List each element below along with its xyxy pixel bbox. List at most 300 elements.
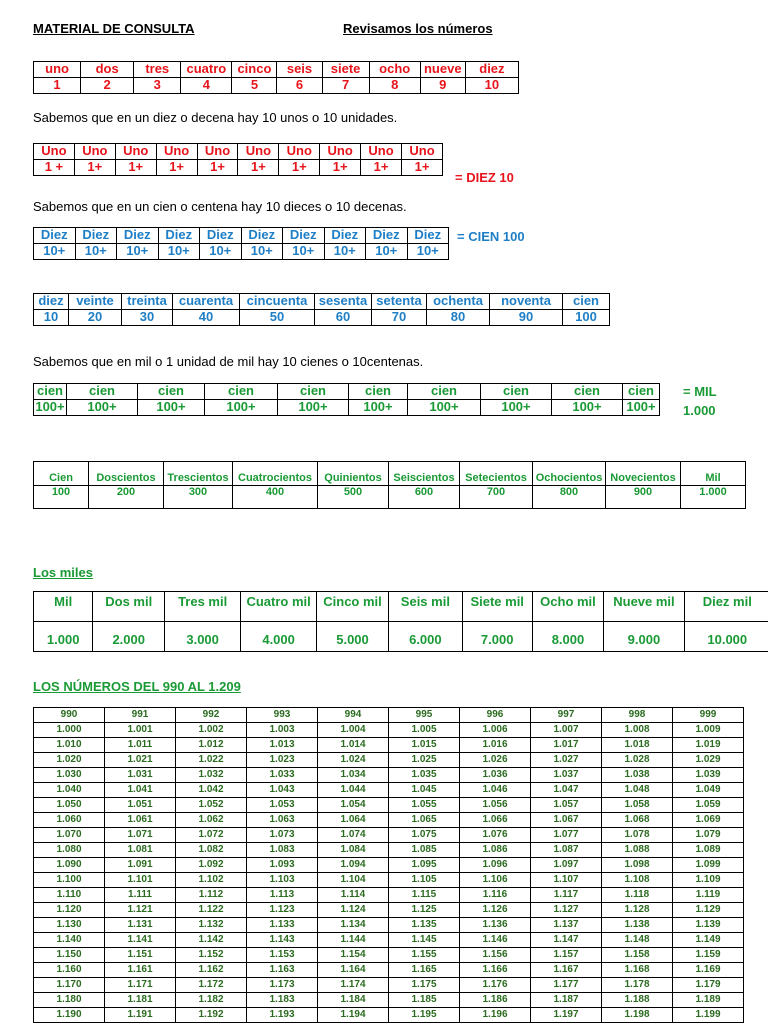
mil-word: Siete mil (462, 592, 532, 622)
mil-word: Cuatro mil (241, 592, 317, 622)
uno-word: Uno (279, 144, 320, 160)
range-row (34, 903, 744, 918)
range-cell: 1.070 (34, 828, 105, 843)
mil-number: 2.000 (93, 622, 165, 652)
range-cell: 1.165 (389, 963, 460, 978)
range-cell: 1.186 (460, 993, 531, 1008)
range-cell: 1.073 (247, 828, 318, 843)
range-row (34, 828, 744, 843)
range-cell: 1.157 (531, 948, 602, 963)
range-row (34, 708, 744, 723)
range-row (34, 978, 744, 993)
range-cell: 1.012 (176, 738, 247, 753)
cien-word: cien (349, 384, 408, 400)
range-cell: 997 (531, 708, 602, 723)
range-cell: 1.193 (247, 1008, 318, 1023)
diez-word: Diez (324, 228, 366, 244)
doc-subtitle: Revisamos los números (343, 21, 493, 36)
range-cell: 1.107 (531, 873, 602, 888)
range-row (34, 948, 744, 963)
cien-word: cien (34, 384, 67, 400)
uno-word: Uno (361, 144, 402, 160)
range-cell: 1.181 (105, 993, 176, 1008)
range-cell: 1.180 (34, 993, 105, 1008)
range-cell: 1.011 (105, 738, 176, 753)
mil-number: 10.000 (684, 622, 768, 652)
cien-value: 100+ (623, 399, 660, 415)
cien-word: cien (623, 384, 660, 400)
range-cell: 1.088 (602, 843, 673, 858)
diez-value: 10+ (366, 243, 408, 259)
range-cell: 1.144 (318, 933, 389, 948)
ten-number: 90 (490, 309, 563, 325)
range-cell: 1.179 (673, 978, 744, 993)
hundred-word: Cuatrocientos (233, 462, 318, 486)
range-cell: 1.106 (460, 873, 531, 888)
mil-number: 3.000 (165, 622, 241, 652)
ten-word: setenta (372, 294, 427, 310)
diez-word: Diez (407, 228, 449, 244)
range-cell: 1.183 (247, 993, 318, 1008)
range-cell: 1.121 (105, 903, 176, 918)
range-cell: 1.059 (673, 798, 744, 813)
range-cell: 1.036 (460, 768, 531, 783)
range-cell: 1.129 (673, 903, 744, 918)
range-cell: 1.087 (531, 843, 602, 858)
range-cell: 1.101 (105, 873, 176, 888)
paragraph-centena: Sabemos que en un cien o centena hay 10 dieces o 10 decenas. (33, 199, 407, 214)
uno-word: Uno (197, 144, 238, 160)
hundred-number: 1.000 (681, 485, 746, 509)
range-cell: 1.095 (389, 858, 460, 873)
range-cell: 996 (460, 708, 531, 723)
cien-result: = CIEN 100 (457, 229, 525, 244)
range-cell: 1.090 (34, 858, 105, 873)
mil-word: Seis mil (388, 592, 462, 622)
range-cell: 1.139 (673, 918, 744, 933)
uno-value: 1 + (34, 159, 75, 175)
range-cell: 1.136 (460, 918, 531, 933)
range-cell: 1.155 (389, 948, 460, 963)
range-cell: 998 (602, 708, 673, 723)
range-cell: 1.154 (318, 948, 389, 963)
range-cell: 1.083 (247, 843, 318, 858)
range-cell: 1.065 (389, 813, 460, 828)
range-cell: 1.014 (318, 738, 389, 753)
unit-number: 3 (134, 77, 181, 93)
range-cell: 1.038 (602, 768, 673, 783)
mil-word: Mil (34, 592, 93, 622)
range-cell: 1.056 (460, 798, 531, 813)
range-row (34, 993, 744, 1008)
diez-value: 10+ (283, 243, 325, 259)
range-cell: 1.089 (673, 843, 744, 858)
range-cell: 1.037 (531, 768, 602, 783)
diez-word: Diez (117, 228, 159, 244)
diez-value: 10+ (200, 243, 242, 259)
range-cell: 1.025 (389, 753, 460, 768)
range-cell: 991 (105, 708, 176, 723)
range-cell: 1.188 (602, 993, 673, 1008)
range-cell: 1.031 (105, 768, 176, 783)
range-cell: 1.152 (176, 948, 247, 963)
hundred-word: Quinientos (318, 462, 389, 486)
hundred-word: Ochocientos (533, 462, 606, 486)
range-cell: 1.055 (389, 798, 460, 813)
unit-number: 6 (277, 77, 322, 93)
uno-value: 1+ (402, 159, 443, 175)
range-cell: 1.072 (176, 828, 247, 843)
range-row (34, 768, 744, 783)
unit-word: seis (277, 62, 322, 78)
range-cell: 1.010 (34, 738, 105, 753)
uno-value: 1+ (115, 159, 156, 175)
range-cell: 1.108 (602, 873, 673, 888)
range-cell: 1.062 (176, 813, 247, 828)
diez-value: 10+ (117, 243, 159, 259)
hundred-number: 400 (233, 485, 318, 509)
ten-number: 30 (122, 309, 173, 325)
range-cell: 1.158 (602, 948, 673, 963)
diez-result: = DIEZ 10 (455, 170, 514, 185)
range-row (34, 798, 744, 813)
range-cell: 1.044 (318, 783, 389, 798)
diez-value: 10+ (75, 243, 117, 259)
hundred-number: 500 (318, 485, 389, 509)
range-cell: 1.190 (34, 1008, 105, 1023)
unit-word: nueve (420, 62, 465, 78)
range-cell: 1.131 (105, 918, 176, 933)
range-cell: 1.054 (318, 798, 389, 813)
range-cell: 1.032 (176, 768, 247, 783)
unit-number: 1 (34, 77, 81, 93)
range-cell: 1.150 (34, 948, 105, 963)
range-cell: 1.027 (531, 753, 602, 768)
range-cell: 1.008 (602, 723, 673, 738)
diez-word: Diez (158, 228, 200, 244)
mil-number: 5.000 (317, 622, 389, 652)
mil-number: 7.000 (462, 622, 532, 652)
range-cell: 1.023 (247, 753, 318, 768)
range-cell: 1.099 (673, 858, 744, 873)
range-row (34, 858, 744, 873)
unit-number: 9 (420, 77, 465, 93)
range-cell: 1.135 (389, 918, 460, 933)
range-cell: 1.187 (531, 993, 602, 1008)
range-cell: 1.004 (318, 723, 389, 738)
range-cell: 1.019 (673, 738, 744, 753)
unit-number: 8 (369, 77, 420, 93)
range-cell: 1.048 (602, 783, 673, 798)
range-cell: 1.112 (176, 888, 247, 903)
unit-word: uno (34, 62, 81, 78)
diez-word: Diez (241, 228, 283, 244)
paragraph-decena: Sabemos que en un diez o decena hay 10 unos o 10 unidades. (33, 110, 398, 125)
range-cell: 1.118 (602, 888, 673, 903)
range-cell: 1.041 (105, 783, 176, 798)
range-cell: 1.185 (389, 993, 460, 1008)
range-cell: 1.026 (460, 753, 531, 768)
range-cell: 1.138 (602, 918, 673, 933)
mil-number: 6.000 (388, 622, 462, 652)
range-cell: 1.005 (389, 723, 460, 738)
unit-number: 5 (232, 77, 277, 93)
doc-title: MATERIAL DE CONSULTA (33, 21, 195, 36)
range-cell: 1.093 (247, 858, 318, 873)
range-cell: 1.125 (389, 903, 460, 918)
range-cell: 1.116 (460, 888, 531, 903)
range-cell: 1.192 (176, 1008, 247, 1023)
mil-number: 4.000 (241, 622, 317, 652)
range-cell: 1.051 (105, 798, 176, 813)
cien-value: 100+ (552, 399, 623, 415)
hundred-number: 700 (460, 485, 533, 509)
range-cell: 1.109 (673, 873, 744, 888)
hundred-number: 900 (606, 485, 681, 509)
uno-word: Uno (34, 144, 75, 160)
range-row (34, 813, 744, 828)
range-cell: 1.078 (602, 828, 673, 843)
range-cell: 1.020 (34, 753, 105, 768)
range-cell: 1.084 (318, 843, 389, 858)
range-cell: 1.086 (460, 843, 531, 858)
mil-word: Tres mil (165, 592, 241, 622)
hundred-word: Setecientos (460, 462, 533, 486)
range-cell: 1.171 (105, 978, 176, 993)
cienes-table (33, 383, 660, 416)
diez-value: 10+ (34, 243, 76, 259)
range-cell: 1.076 (460, 828, 531, 843)
range-cell: 1.063 (247, 813, 318, 828)
range-cell: 1.064 (318, 813, 389, 828)
range-cell: 1.015 (389, 738, 460, 753)
range-cell: 1.060 (34, 813, 105, 828)
range-cell: 1.057 (531, 798, 602, 813)
range-cell: 1.030 (34, 768, 105, 783)
uno-word: Uno (320, 144, 361, 160)
range-cell: 1.120 (34, 903, 105, 918)
range-cell: 1.134 (318, 918, 389, 933)
ten-word: treinta (122, 294, 173, 310)
range-cell: 1.001 (105, 723, 176, 738)
uno-word: Uno (156, 144, 197, 160)
cien-value: 100+ (278, 399, 349, 415)
range-cell: 1.074 (318, 828, 389, 843)
hundred-word: Mil (681, 462, 746, 486)
ten-word: sesenta (315, 294, 372, 310)
range-cell: 1.098 (602, 858, 673, 873)
range-cell: 1.002 (176, 723, 247, 738)
range-row (34, 918, 744, 933)
range-cell: 1.043 (247, 783, 318, 798)
unit-number: 2 (81, 77, 134, 93)
range-cell: 1.195 (389, 1008, 460, 1023)
cien-word: cien (552, 384, 623, 400)
range-cell: 1.173 (247, 978, 318, 993)
uno-word: Uno (74, 144, 115, 160)
range-cell: 1.103 (247, 873, 318, 888)
range-cell: 1.081 (105, 843, 176, 858)
cien-word: cien (138, 384, 205, 400)
range-cell: 1.022 (176, 753, 247, 768)
range-cell: 1.045 (389, 783, 460, 798)
range-cell: 990 (34, 708, 105, 723)
range-cell: 1.164 (318, 963, 389, 978)
unit-word: diez (465, 62, 518, 78)
tens-table (33, 293, 610, 326)
range-cell: 1.047 (531, 783, 602, 798)
range-cell: 1.198 (602, 1008, 673, 1023)
hundred-word: Trescientos (164, 462, 233, 486)
range-cell: 1.110 (34, 888, 105, 903)
range-cell: 1.127 (531, 903, 602, 918)
range-cell: 1.174 (318, 978, 389, 993)
range-cell: 1.148 (602, 933, 673, 948)
range-cell: 1.130 (34, 918, 105, 933)
range-cell: 1.182 (176, 993, 247, 1008)
range-cell: 1.122 (176, 903, 247, 918)
range-row (34, 723, 744, 738)
range-cell: 1.111 (105, 888, 176, 903)
range-cell: 1.035 (389, 768, 460, 783)
unos-table (33, 143, 443, 176)
range-cell: 1.153 (247, 948, 318, 963)
uno-value: 1+ (361, 159, 402, 175)
range-cell: 1.068 (602, 813, 673, 828)
range-cell: 1.094 (318, 858, 389, 873)
range-cell: 1.168 (602, 963, 673, 978)
range-title: LOS NÚMEROS DEL 990 AL 1.209 (33, 679, 241, 694)
range-row (34, 783, 744, 798)
ten-word: diez (34, 294, 69, 310)
uno-value: 1+ (238, 159, 279, 175)
ten-number: 70 (372, 309, 427, 325)
ten-number: 10 (34, 309, 69, 325)
diez-word: Diez (366, 228, 408, 244)
diez-value: 10+ (407, 243, 449, 259)
hundred-word: Doscientos (89, 462, 164, 486)
unit-word: dos (81, 62, 134, 78)
unit-word: siete (322, 62, 369, 78)
diez-value: 10+ (324, 243, 366, 259)
cien-word: cien (408, 384, 481, 400)
unit-number: 7 (322, 77, 369, 93)
uno-value: 1+ (156, 159, 197, 175)
hundred-number: 100 (34, 485, 89, 509)
ten-number: 20 (69, 309, 122, 325)
range-cell: 1.161 (105, 963, 176, 978)
range-row (34, 843, 744, 858)
range-cell: 1.034 (318, 768, 389, 783)
range-cell: 1.104 (318, 873, 389, 888)
range-cell: 1.075 (389, 828, 460, 843)
range-cell: 1.117 (531, 888, 602, 903)
range-cell: 995 (389, 708, 460, 723)
range-cell: 1.006 (460, 723, 531, 738)
range-cell: 1.021 (105, 753, 176, 768)
range-cell: 1.071 (105, 828, 176, 843)
range-cell: 1.145 (389, 933, 460, 948)
range-cell: 1.147 (531, 933, 602, 948)
uno-word: Uno (402, 144, 443, 160)
range-cell: 1.080 (34, 843, 105, 858)
diez-word: Diez (283, 228, 325, 244)
range-cell: 1.175 (389, 978, 460, 993)
range-cell: 1.197 (531, 1008, 602, 1023)
range-cell: 1.018 (602, 738, 673, 753)
range-cell: 1.166 (460, 963, 531, 978)
range-cell: 1.114 (318, 888, 389, 903)
range-cell: 1.061 (105, 813, 176, 828)
range-cell: 1.113 (247, 888, 318, 903)
range-cell: 1.033 (247, 768, 318, 783)
ten-number: 60 (315, 309, 372, 325)
range-cell: 1.132 (176, 918, 247, 933)
range-cell: 994 (318, 708, 389, 723)
range-cell: 1.000 (34, 723, 105, 738)
range-cell: 1.151 (105, 948, 176, 963)
range-cell: 1.105 (389, 873, 460, 888)
unit-word: ocho (369, 62, 420, 78)
mil-result-value: 1.000 (683, 403, 716, 418)
ten-number: 80 (427, 309, 490, 325)
dieces-table (33, 227, 449, 260)
ten-number: 40 (173, 309, 240, 325)
range-row (34, 738, 744, 753)
mil-word: Diez mil (684, 592, 768, 622)
range-cell: 1.039 (673, 768, 744, 783)
mil-number: 1.000 (34, 622, 93, 652)
range-cell: 1.191 (105, 1008, 176, 1023)
range-cell: 1.007 (531, 723, 602, 738)
hundred-word: Cien (34, 462, 89, 486)
range-row (34, 888, 744, 903)
range-cell: 1.170 (34, 978, 105, 993)
diez-word: Diez (200, 228, 242, 244)
ten-word: veinte (69, 294, 122, 310)
range-cell: 1.052 (176, 798, 247, 813)
paragraph-mil: Sabemos que en mil o 1 unidad de mil hay 10 cienes o 10centenas. (33, 354, 424, 369)
hundred-number: 300 (164, 485, 233, 509)
range-cell: 1.085 (389, 843, 460, 858)
range-table (33, 707, 744, 1023)
unit-word: cinco (232, 62, 277, 78)
mil-number: 8.000 (532, 622, 604, 652)
range-cell: 1.124 (318, 903, 389, 918)
range-cell: 1.169 (673, 963, 744, 978)
range-cell: 1.199 (673, 1008, 744, 1023)
cien-word: cien (278, 384, 349, 400)
range-cell: 1.092 (176, 858, 247, 873)
range-cell: 1.172 (176, 978, 247, 993)
range-cell: 1.067 (531, 813, 602, 828)
uno-word: Uno (238, 144, 279, 160)
range-cell: 1.046 (460, 783, 531, 798)
range-cell: 1.049 (673, 783, 744, 798)
range-row (34, 933, 744, 948)
mil-word: Cinco mil (317, 592, 389, 622)
miles-table (33, 591, 768, 652)
range-cell: 1.149 (673, 933, 744, 948)
cien-word: cien (481, 384, 552, 400)
unit-word: cuatro (181, 62, 232, 78)
range-cell: 1.167 (531, 963, 602, 978)
range-cell: 1.196 (460, 1008, 531, 1023)
ten-word: cincuenta (240, 294, 315, 310)
range-cell: 1.069 (673, 813, 744, 828)
ten-word: noventa (490, 294, 563, 310)
unit-number: 10 (465, 77, 518, 93)
